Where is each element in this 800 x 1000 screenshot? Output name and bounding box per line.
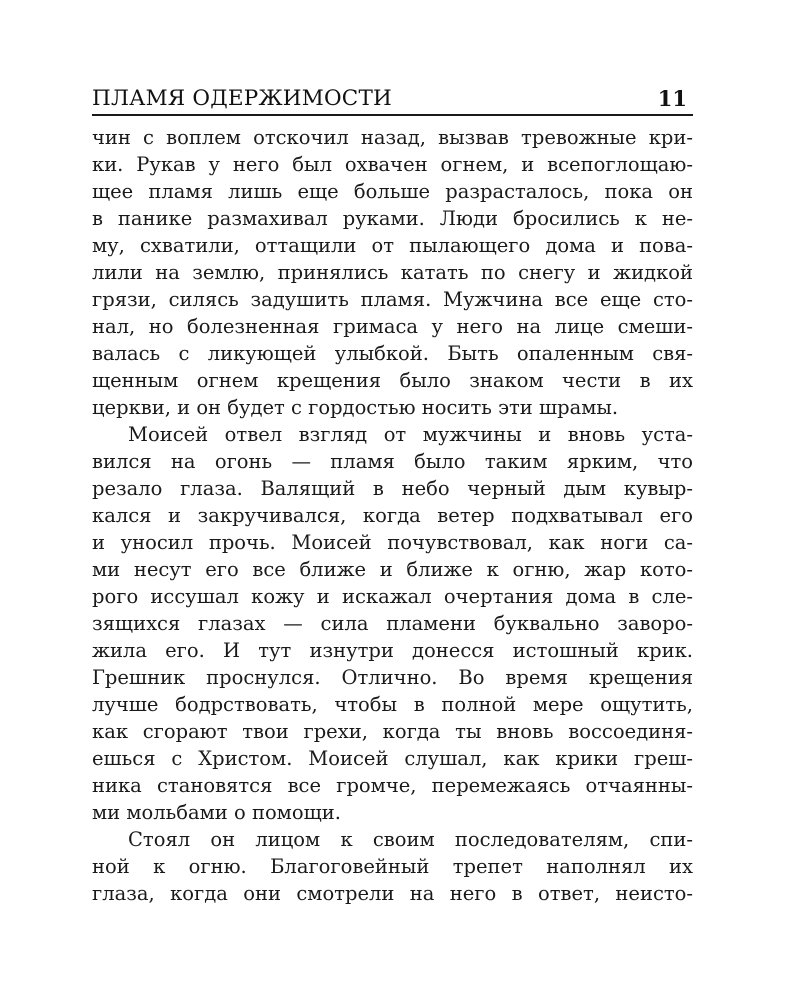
text-line: зящихся глазах — сила пламени буквально заворо- — [92, 612, 693, 635]
running-head-title: ПЛАМЯ ОДЕРЖИМОСТИ — [92, 86, 392, 111]
text-line: ми несут его все ближе и ближе к огню, жар кото- — [92, 558, 693, 581]
text-line: в панике размахивал руками. Люди бросились к не- — [92, 207, 693, 230]
text-line: грязи, силясь задушить пламя. Мужчина все еще сто- — [92, 288, 693, 311]
text-line: щее пламя лишь еще больше разрасталось, пока он — [92, 180, 693, 203]
text-line: резало глаза. Валящий в небо черный дым кувыр- — [92, 477, 693, 500]
text-line: вился на огонь — пламя было таким ярким, что — [92, 450, 693, 473]
text-line: жила его. И тут изнутри донесся истошный крик. — [92, 639, 693, 662]
text-line: валась с ликующей улыбкой. Быть опаленным свя- — [92, 342, 693, 365]
text-line: и уносил прочь. Моисей почувствовал, как ноги са- — [92, 531, 693, 554]
text-line: Грешник проснулся. Отлично. Во время крещения — [92, 666, 693, 689]
page-number: 11 — [657, 86, 687, 111]
text-line: Моисей отвел взгляд от мужчины и вновь уста- — [128, 423, 693, 446]
text-line: церкви, и он будет с гордостью носить эти шрамы. — [92, 396, 619, 419]
text-line: чин с воплем отскочил назад, вызвав тревожные кри- — [92, 126, 693, 149]
text-line: нал, но болезненная гримаса у него на лице смеши- — [92, 315, 693, 338]
running-head — [92, 84, 693, 116]
text-line: ника становятся все громче, перемежаясь отчаянны- — [92, 774, 693, 797]
text-line: как сгорают твои грехи, когда ты вновь воссоединя- — [92, 720, 693, 743]
text-line: ной к огню. Благоговейный трепет наполнял их — [92, 855, 693, 878]
text-line: щенным огнем крещения было знаком чести в их — [92, 369, 693, 392]
text-line: лучше бодрствовать, чтобы в полной мере ощутить, — [92, 693, 693, 716]
text-line: глаза, когда они смотрели на него в ответ, неисто- — [92, 882, 693, 905]
text-line: рого иссушал кожу и искажал очертания дома в сле- — [92, 585, 693, 608]
body-text — [92, 124, 693, 907]
text-line: ешься с Христом. Моисей слушал, как крики греш- — [92, 747, 693, 770]
text-line: му, схватили, оттащили от пылающего дома и пова- — [92, 234, 693, 257]
text-line: ми мольбами о помощи. — [92, 801, 341, 824]
text-line: кался и закручивался, когда ветер подхватывал его — [92, 504, 693, 527]
text-line: лили на землю, принялись катать по снегу и жидкой — [92, 261, 693, 284]
text-line: Стоял он лицом к своим последователям, спи- — [128, 828, 693, 851]
text-line: ки. Рукав у него был охвачен огнем, и всепоглощаю- — [92, 153, 693, 176]
